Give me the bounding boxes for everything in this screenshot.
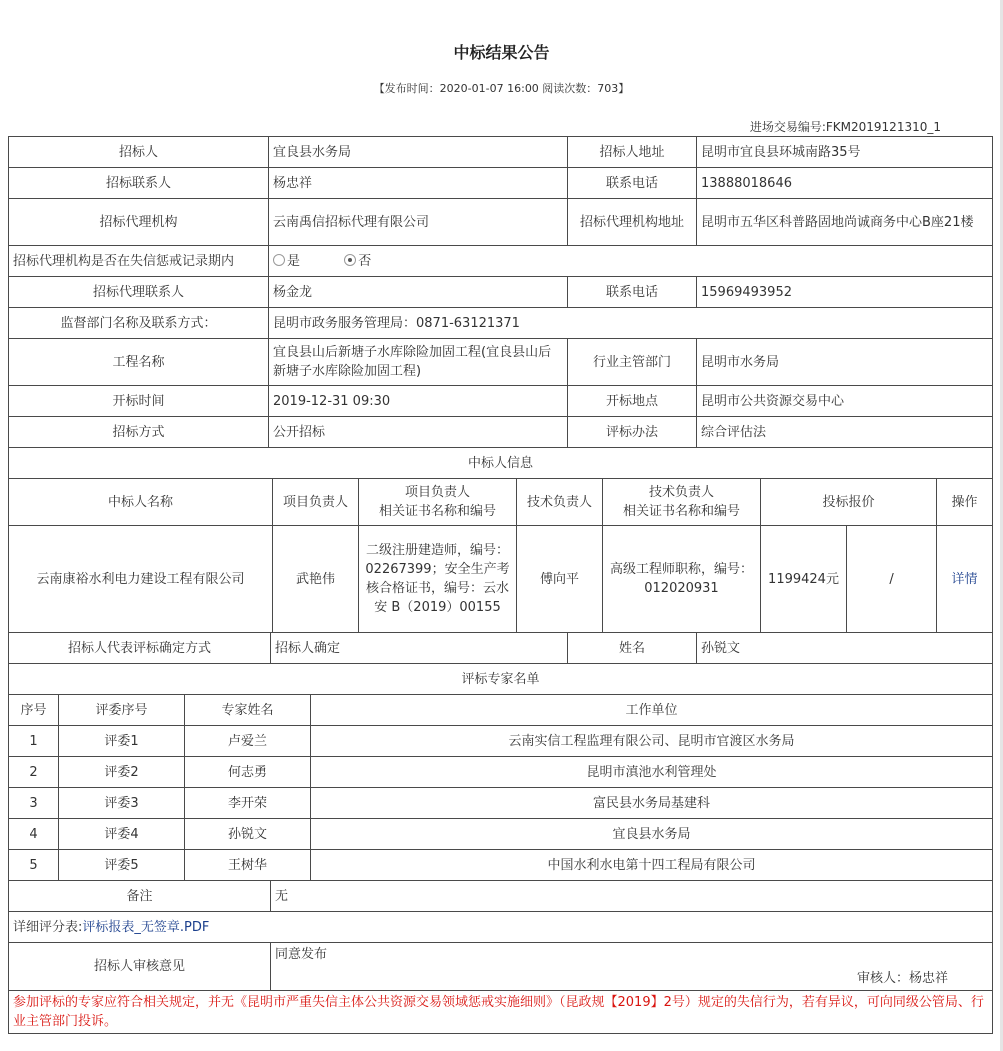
review-cell <box>271 943 993 991</box>
tenderer-address-value: 昆明市宜良县环城南路35号 <box>697 137 993 168</box>
project-value: 宜良县山后新塘子水库除险加固工程(宜良县山后新塘子水库除险加固工程) <box>269 339 568 386</box>
winner-name: 云南康裕水利电力建设工程有限公司 <box>9 526 273 633</box>
expert-judge: 评委4 <box>59 819 185 850</box>
dept-label: 行业主管部门 <box>568 339 697 386</box>
tech-cert-header: 技术负责人 相关证书名称和编号 <box>603 479 761 526</box>
page-title: 中标结果公告 <box>453 43 550 62</box>
expert-col-judge: 评委序号 <box>59 695 185 726</box>
method-label: 招标方式 <box>9 417 269 448</box>
rep-method-label: 招标人代表评标确定方式 <box>9 633 271 664</box>
tenderer-address-label: 招标人地址 <box>568 137 697 168</box>
expert-unit: 云南实信工程监理有限公司、昆明市官渡区水务局 <box>311 726 993 757</box>
open-time-label: 开标时间 <box>9 386 269 417</box>
contact-label: 招标联系人 <box>9 168 269 199</box>
expert-judge: 评委1 <box>59 726 185 757</box>
detail-score-prefix: 详细评分表: <box>13 919 83 935</box>
transaction-code: 进场交易编号:FKM2019121310_1 <box>749 120 941 134</box>
review-value: 同意发布 <box>275 947 328 962</box>
expert-judge: 评委3 <box>59 788 185 819</box>
rep-name-value: 孙锐文 <box>697 633 993 664</box>
review-label: 招标人审核意见 <box>9 943 271 991</box>
winner-section-title: 中标人信息 <box>9 448 993 479</box>
agency-value: 云南禹信招标代理有限公司 <box>269 199 568 246</box>
expert-index: 2 <box>9 757 59 788</box>
winner-name-header: 中标人名称 <box>9 479 273 526</box>
discredit-options <box>269 246 993 277</box>
pm-header: 项目负责人 <box>273 479 359 526</box>
expert-unit: 富民县水务局基建科 <box>311 788 993 819</box>
table-row <box>9 819 993 850</box>
agency-phone-value: 15969493952 <box>697 277 993 308</box>
radio-no-label: 否 <box>358 253 372 269</box>
expert-judge: 评委5 <box>59 850 185 881</box>
phone-value: 13888018646 <box>697 168 993 199</box>
eval-label: 评标办法 <box>568 417 697 448</box>
objection-notice: 参加评标的专家应符合相关规定，并无《昆明市严重失信主体公共资源交易领域惩戒实施细则》（昆政规【2019】2号）规定的失信行为，若有异议，可向同级公管局、行业主管部门投诉。 <box>9 991 993 1034</box>
reviewer: 审核人：杨忠祥 <box>856 971 948 986</box>
supervisor-label: 监督部门名称及联系方式： <box>9 308 269 339</box>
tech-cert: 高级工程师职称，编号：012020931 <box>603 526 761 633</box>
pm-name: 武艳伟 <box>273 526 359 633</box>
rep-table <box>8 632 993 695</box>
expert-unit: 昆明市滇池水利管理处 <box>311 757 993 788</box>
bid-price-extra: / <box>847 526 937 633</box>
remark-value: 无 <box>271 881 993 912</box>
winner-table <box>8 478 993 633</box>
tech-header: 技术负责人 <box>517 479 603 526</box>
rep-method-value: 招标人确定 <box>271 633 568 664</box>
expert-index: 5 <box>9 850 59 881</box>
basic-info-table <box>8 136 993 479</box>
pm-cert: 二级注册建造师，编号：02267399；安全生产考核合格证书，编号：云水安 B（2019）00155 <box>359 526 517 633</box>
tenderer-label: 招标人 <box>9 137 269 168</box>
agency-address-label: 招标代理机构地址 <box>568 199 697 246</box>
expert-col-unit: 工作单位 <box>311 695 993 726</box>
details-link[interactable] <box>937 526 993 633</box>
radio-no[interactable] <box>344 254 356 266</box>
agency-phone-label: 联系电话 <box>568 277 697 308</box>
contact-value: 杨忠祥 <box>269 168 568 199</box>
phone-label: 联系电话 <box>568 168 697 199</box>
publish-meta: 【发布时间：2020-01-07 16:00 阅读次数：703】 <box>373 82 630 95</box>
footer-table <box>8 880 993 1034</box>
supervisor-value: 昆明市政务服务管理局：0871-63121371 <box>269 308 993 339</box>
table-row <box>9 726 993 757</box>
op-header: 操作 <box>937 479 993 526</box>
experts-section-title: 评标专家名单 <box>9 664 993 695</box>
experts-table <box>8 694 993 881</box>
open-time-value: 2019-12-31 09:30 <box>269 386 568 417</box>
details-link-label[interactable]: 详情 <box>951 571 978 587</box>
rep-name-label: 姓名 <box>568 633 697 664</box>
tech-name: 傅向平 <box>517 526 603 633</box>
eval-value: 综合评估法 <box>697 417 993 448</box>
table-row <box>9 850 993 881</box>
bid-price: 1199424元 <box>761 526 847 633</box>
open-place-label: 开标地点 <box>568 386 697 417</box>
agency-contact-value: 杨金龙 <box>269 277 568 308</box>
expert-col-index: 序号 <box>9 695 59 726</box>
pm-cert-header: 项目负责人 相关证书名称和编号 <box>359 479 517 526</box>
expert-index: 1 <box>9 726 59 757</box>
expert-unit: 中国水利水电第十四工程局有限公司 <box>311 850 993 881</box>
expert-name: 卢爱兰 <box>185 726 311 757</box>
expert-judge: 评委2 <box>59 757 185 788</box>
expert-name: 何志勇 <box>185 757 311 788</box>
expert-unit: 宜良县水务局 <box>311 819 993 850</box>
table-row <box>9 788 993 819</box>
radio-yes[interactable] <box>273 254 285 266</box>
method-value: 公开招标 <box>269 417 568 448</box>
expert-col-name: 专家姓名 <box>185 695 311 726</box>
agency-address-value: 昆明市五华区科普路固地尚诚商务中心B座21楼 <box>697 199 993 246</box>
table-row <box>9 757 993 788</box>
expert-name: 孙锐文 <box>185 819 311 850</box>
expert-name: 王树华 <box>185 850 311 881</box>
expert-index: 3 <box>9 788 59 819</box>
dept-value: 昆明市水务局 <box>697 339 993 386</box>
project-label: 工程名称 <box>9 339 269 386</box>
detail-score-row <box>9 912 993 943</box>
radio-yes-label: 是 <box>287 253 301 269</box>
expert-index: 4 <box>9 819 59 850</box>
agency-label: 招标代理机构 <box>9 199 269 246</box>
remark-label: 备注 <box>9 881 271 912</box>
open-place-value: 昆明市公共资源交易中心 <box>697 386 993 417</box>
agency-contact-label: 招标代理联系人 <box>9 277 269 308</box>
price-header: 投标报价 <box>761 479 937 526</box>
discredit-label: 招标代理机构是否在失信惩戒记录期内 <box>9 246 269 277</box>
detail-score-file-link[interactable]: 评标报表_无签章.PDF <box>82 919 210 935</box>
expert-name: 李开荣 <box>185 788 311 819</box>
tenderer-value: 宜良县水务局 <box>269 137 568 168</box>
